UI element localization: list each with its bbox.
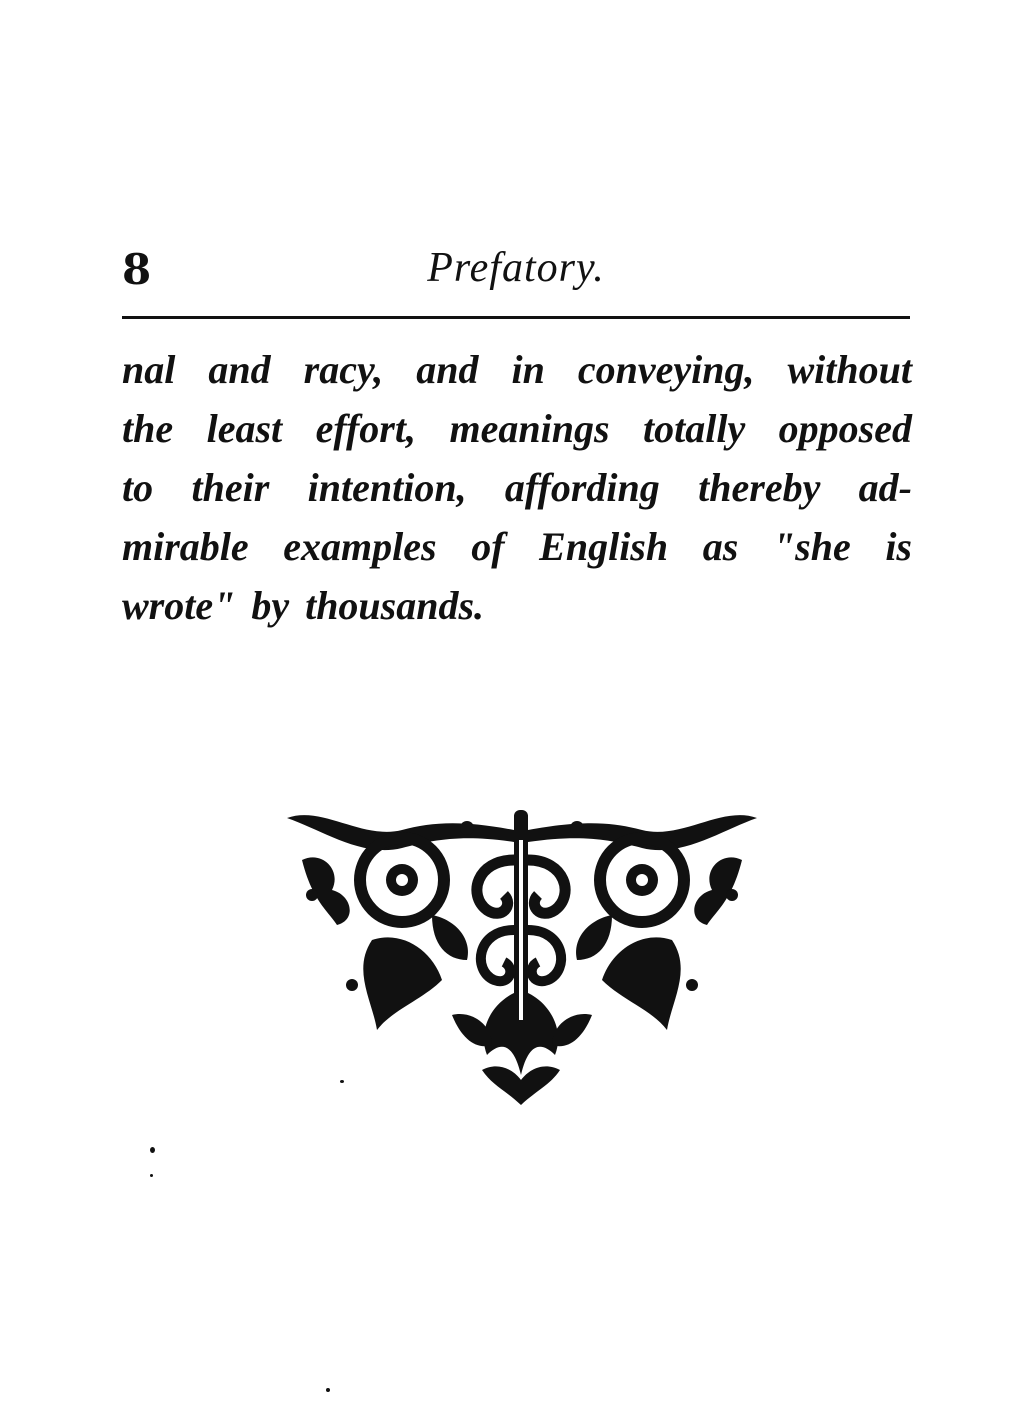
speck bbox=[150, 1147, 155, 1153]
running-title: Prefatory. bbox=[427, 245, 605, 291]
page-number: 8 bbox=[122, 245, 152, 294]
floral-tailpiece-icon bbox=[282, 800, 762, 1110]
body-line: nal and racy, and in conveying, without bbox=[122, 347, 912, 392]
header-rule bbox=[122, 316, 910, 319]
body-line: wrote" by thousands. bbox=[122, 583, 485, 628]
body-line: to their intention, affording thereby ad- bbox=[122, 465, 912, 510]
body-line: mirable examples of English as "she is bbox=[122, 524, 912, 569]
speck bbox=[326, 1388, 330, 1392]
body-line: the least effort, meanings totally opposed bbox=[122, 406, 912, 451]
speck bbox=[340, 1080, 344, 1083]
speck bbox=[150, 1174, 153, 1177]
body-paragraph bbox=[122, 340, 912, 635]
